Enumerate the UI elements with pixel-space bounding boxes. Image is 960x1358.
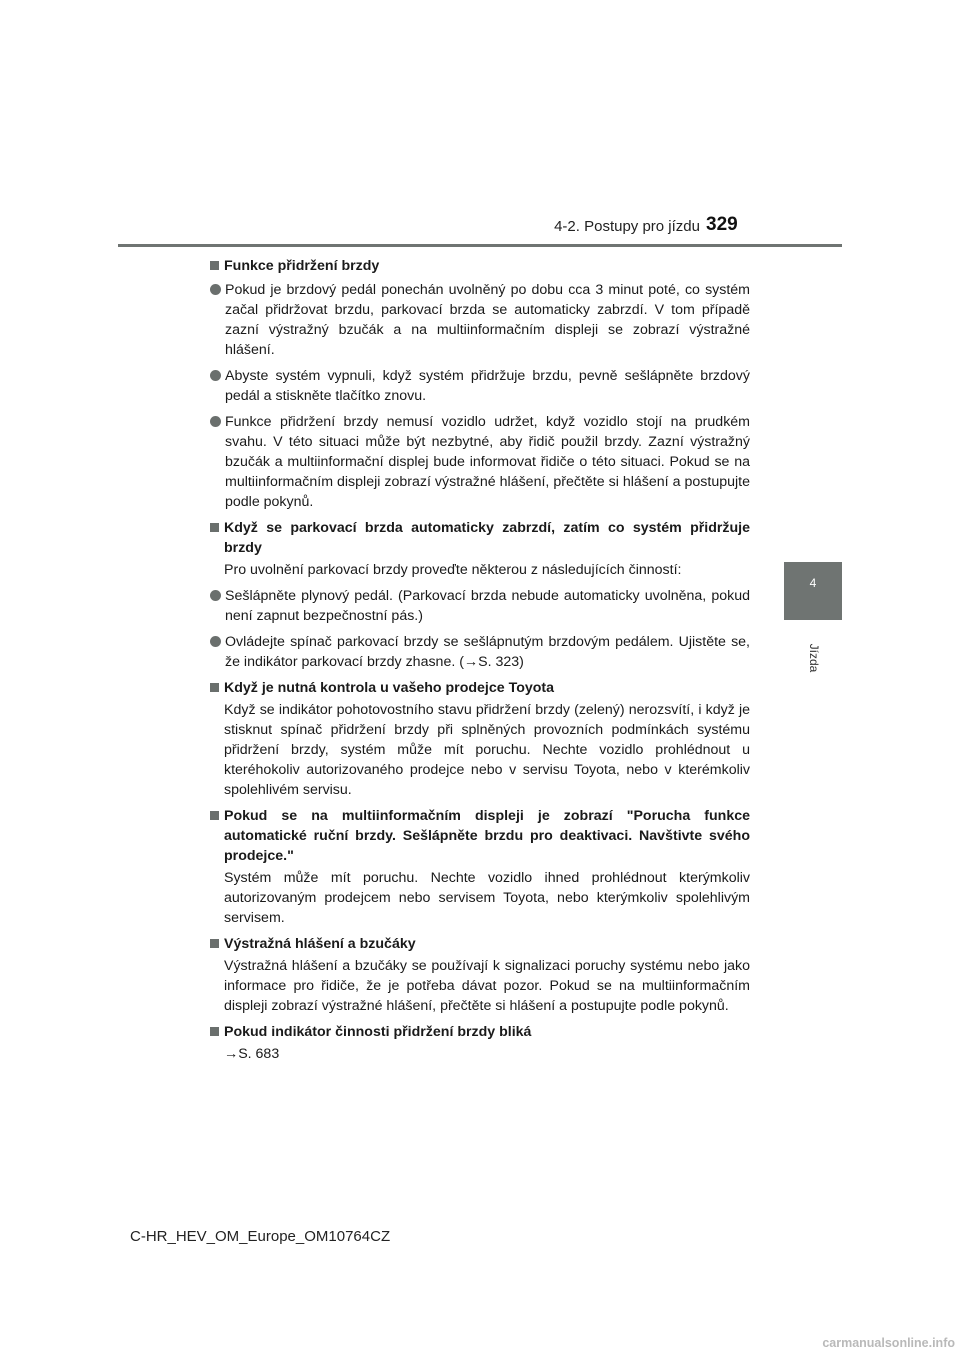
section-text: Systém může mít poruchu. Nechte vozidlo ihned prohlédnout kterýmkoliv autorizovaným prodejcem nebo servisem Toyota, nebo kterýmkoliv spolehlivým servisem. [224,870,750,926]
page-reference: →S. 683 [224,1046,280,1062]
section [210,806,750,928]
section-square-icon [210,523,219,532]
section-title: Výstražná hlášení a bzučáky [224,936,416,952]
bullet-dot-icon [210,284,221,295]
bullet-dot-icon [210,636,221,647]
bullet-text: Abyste systém vypnuli, když systém přidržuje brzdu, pevně sešlápněte brzdový pedál a stiskněte tlačítko znovu. [225,368,750,404]
bullet-text: Sešlápněte plynový pedál. (Parkovací brzda nebude automaticky uvolněna, pokud není zapnut bezpečnostní pás.) [225,588,750,624]
bullet-item [210,412,750,512]
section-text: Pro uvolnění parkovací brzdy proveďte některou z následujících činností: [224,562,682,578]
bullet-item [210,366,750,406]
side-tab-label: Jízda [807,643,821,673]
section-text: Výstražná hlášení a bzučáky se používají k signalizaci poruchy systému nebo jako informace pro řidiče, že je potřeba dávat pozor. Pokud se na multiinformačním displeji zobrazí výstražné hlášení, přečtěte si hlášení a postupujte podle pokynů. [224,958,750,1014]
bullet-dot-icon [210,590,221,601]
section [210,934,750,1016]
section-title: Když se parkovací brzda automaticky zabrzdí, zatím co systém přidržuje brzdy [224,520,750,556]
content [210,252,750,1070]
section-title: Pokud se na multiinformačním displeji je zobrazí "Porucha funkce automatické ruční brzdy. Sešlápněte brzdu pro deaktivaci. Navštivte svého prodejce." [224,808,750,864]
bullet-text: Pokud je brzdový pedál ponechán uvolněný po dobu cca 3 minut poté, co systém začal přidržovat brzdu, parkovací brzda se automaticky zabrzdí. V tom případě zazní výstražný bzučák a na multiinformačním displeji se zobrazí výstražné hlášení. [225,282,750,358]
footer-doc-code: C-HR_HEV_OM_Europe_OM10764CZ [130,1228,391,1245]
section [210,518,750,672]
side-tab [784,562,842,620]
bullet-item [210,632,750,672]
bullet-text: Funkce přidržení brzdy nemusí vozidlo udržet, když vozidlo stojí na prudkém svahu. V této situaci může být nezbytné, aby řidič použil brzdy. Zazní výstražný bzučák a multiinformační displej bude informovat řidiče o této situaci. Pokud se na multiinformačním displeji zobrazí výstražné hlášení, přečtěte si hlášení a postupujte podle pokynů. [225,414,750,510]
section-title: Když je nutná kontrola u vašeho prodejce Toyota [224,680,555,696]
section-square-icon [210,1027,219,1036]
section [210,1022,750,1064]
section-title: Pokud indikátor činnosti přidržení brzdy bliká [224,1024,532,1040]
header-rule [118,244,842,247]
section-square-icon [210,811,219,820]
bullet-text: Ovládejte spínač parkovací brzdy se sešlápnutým brzdovým pedálem. Ujistěte se, že indikátor parkovací brzdy zhasne. (→S. 323) [225,634,750,670]
bullet-dot-icon [210,416,221,427]
page-number: 329 [706,214,738,235]
watermark: carmanualsonline.info [822,1336,955,1350]
bullet-dot-icon [210,370,221,381]
section [210,256,750,512]
side-tab-number: 4 [809,576,817,590]
section-square-icon [210,261,219,270]
section-text: Když se indikátor pohotovostního stavu přidržení brzdy (zelený) nerozsvítí, i když je stisknut spínač přidržení brzdy při splněných provozních podmínkách systému přidržení brzdy, systém může mít poruchu. Nechte vozidlo prohlédnout u kteréhokoliv autorizovaného prodejce nebo v servisu Toyota, nebo v kterémkoliv spolehlivém servisu. [224,702,750,798]
bullet-item [210,280,750,360]
header-chapter-title: 4-2. Postupy pro jízdu [554,218,700,235]
section [210,678,750,800]
section-square-icon [210,939,219,948]
section-title: Funkce přidržení brzdy [224,258,380,274]
section-square-icon [210,683,219,692]
bullet-item [210,586,750,626]
